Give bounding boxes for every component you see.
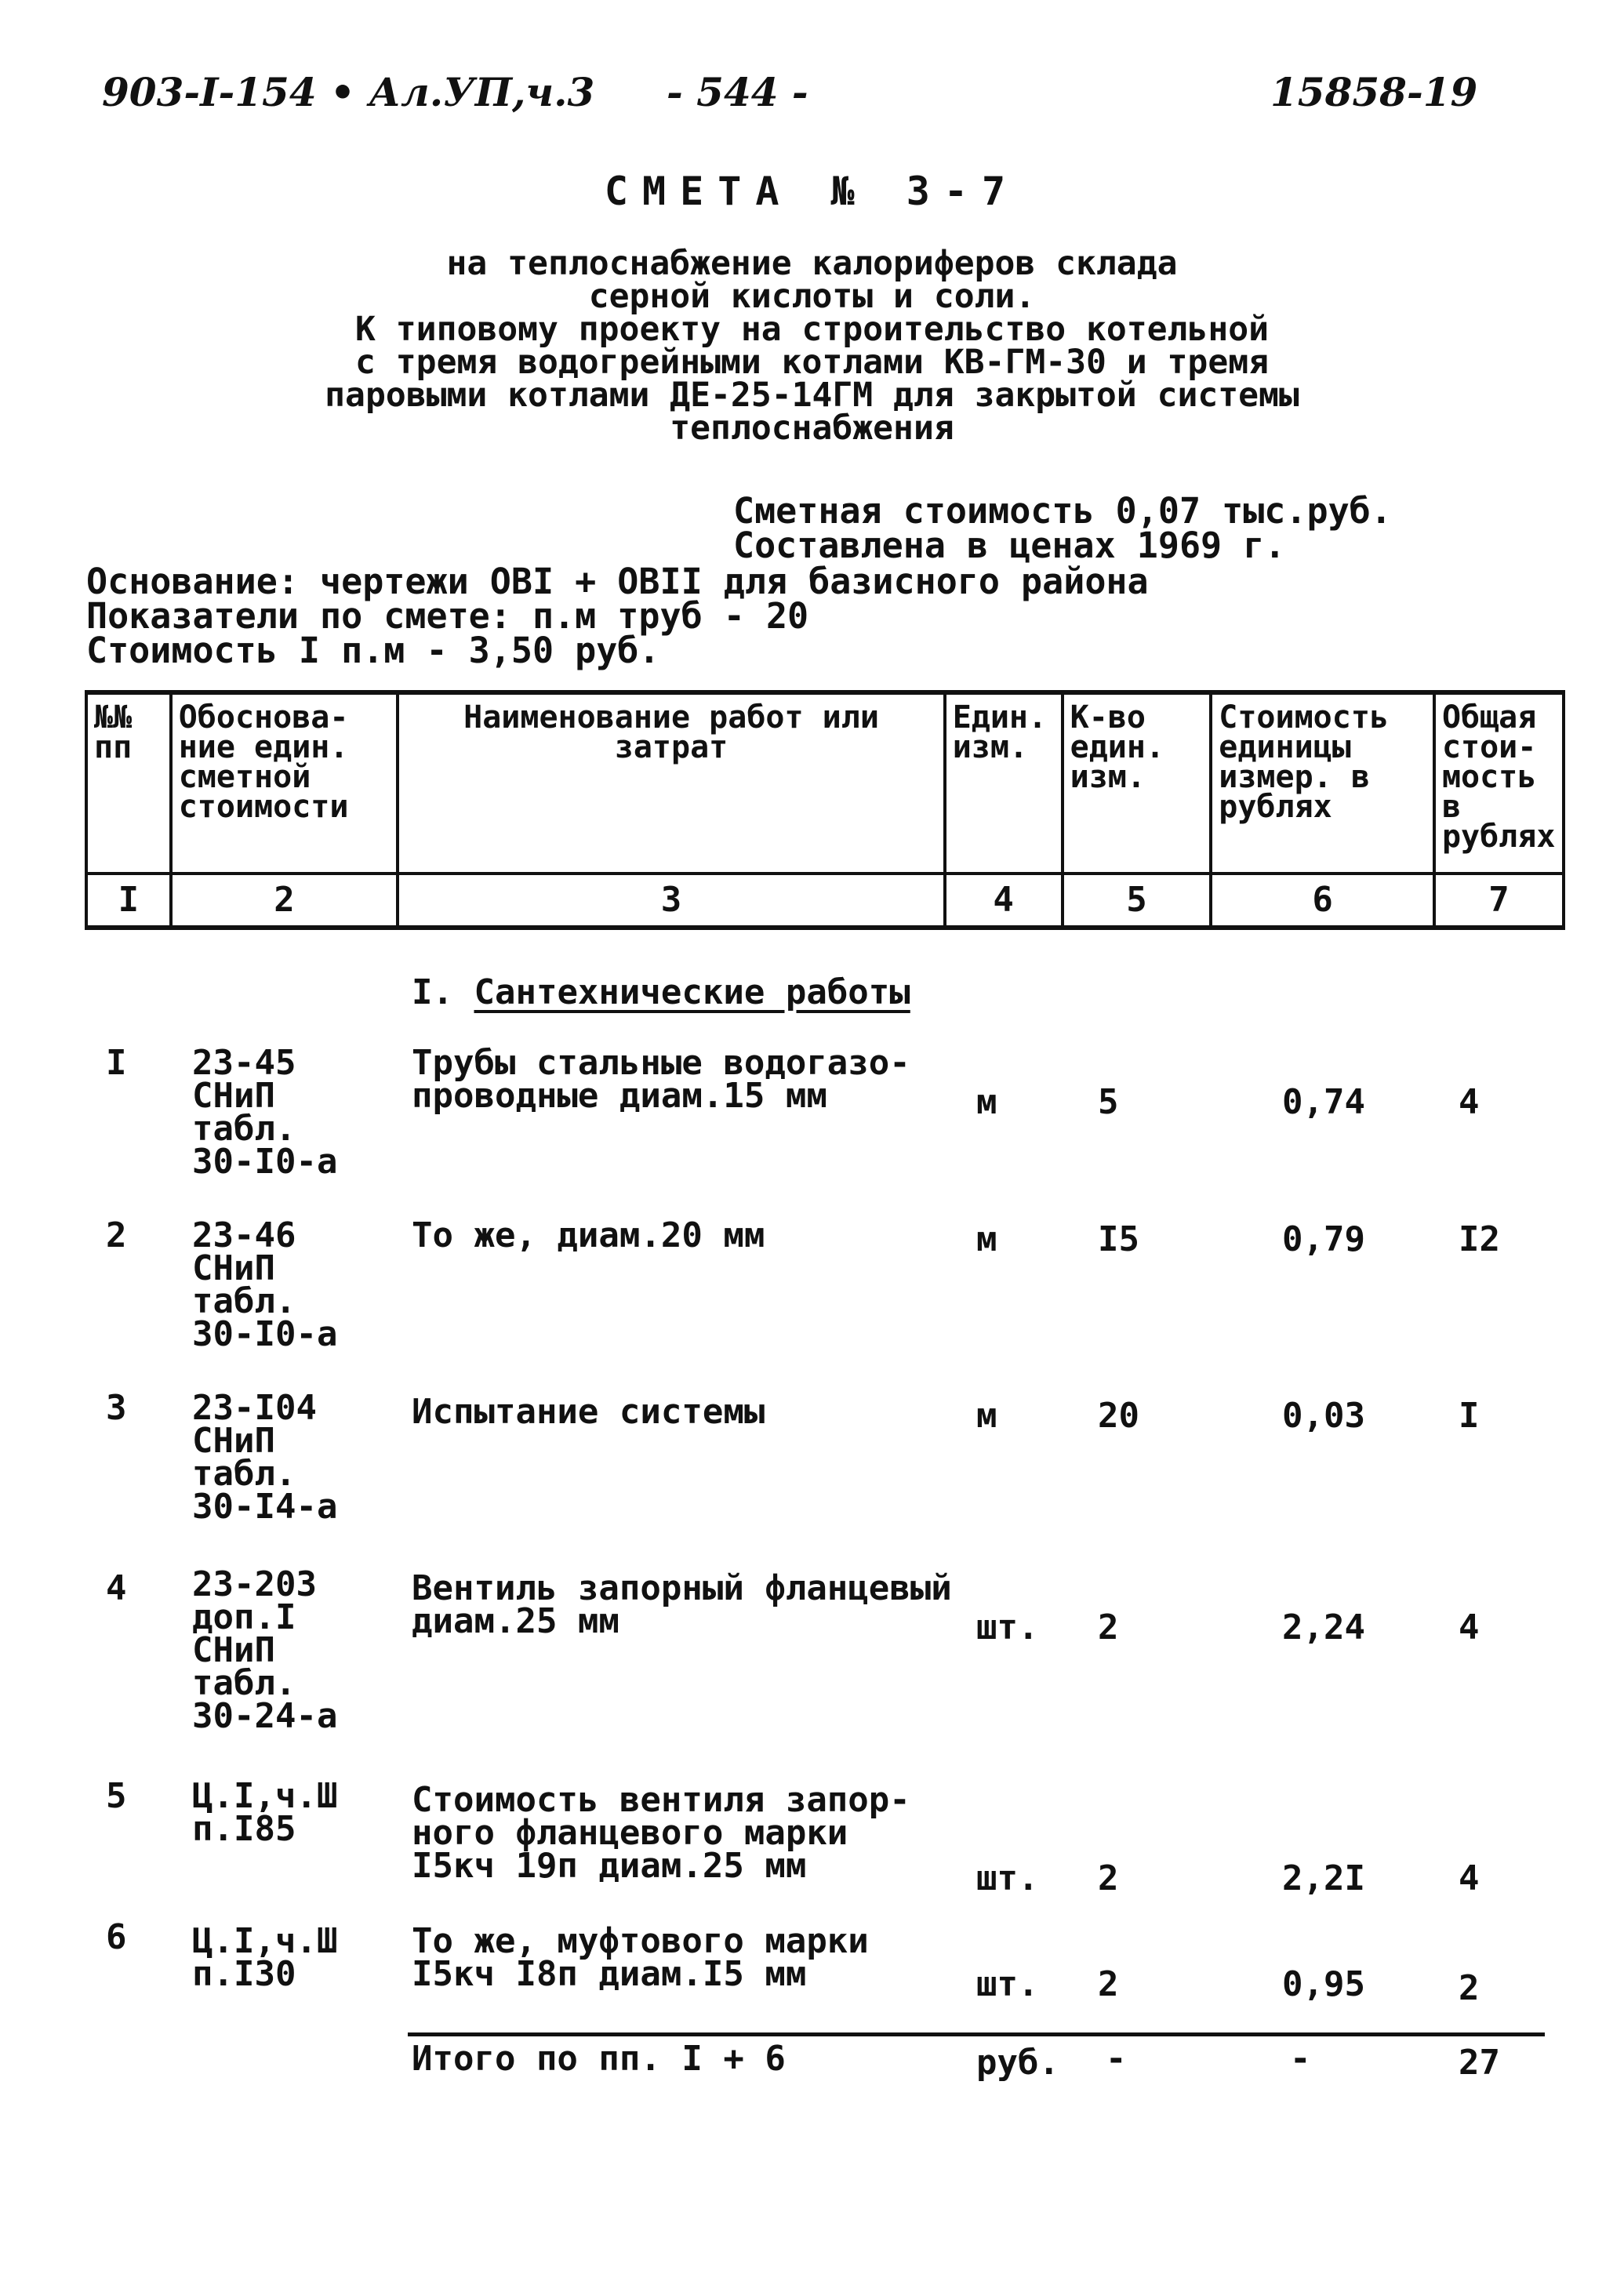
subtitle-line: К типовому проекту на строительство котельной [355, 310, 1269, 349]
unit-cost-line: Стоимость I п.м - 3,50 руб. [86, 630, 660, 671]
subtitle [0, 244, 1624, 448]
basis-line: СНиП [192, 1630, 275, 1670]
basis-summary [86, 561, 1149, 671]
subtitle-line: серной кислоты и соли. [588, 277, 1036, 316]
total-cost: 27 [1459, 2043, 1500, 2083]
basis-line: доп.I [192, 1597, 296, 1637]
col-header-number: №№ пп [86, 692, 171, 874]
cost-summary [733, 490, 1392, 566]
col-header-unit-cost: Стоимость единицы измер. в рублях [1211, 692, 1434, 874]
row-basis [192, 1388, 338, 1527]
work-name-line: Испытание системы [412, 1392, 765, 1432]
col-number-1: I [86, 874, 171, 928]
work-name-line: То же, диам.20 мм [412, 1215, 765, 1255]
basis-line: табл. [192, 1454, 296, 1494]
row-number: 5 [106, 1776, 127, 1816]
basis-line: п.I30 [192, 1954, 296, 1994]
page-number: - 544 - [667, 69, 808, 115]
row-work-name [412, 1043, 910, 1116]
row-unit-cost: 0,74 [1282, 1082, 1365, 1122]
row-quantity: 2 [1098, 1964, 1119, 2004]
col-header-basis: Обоснова- ние един. сметной стоимости [171, 692, 398, 874]
basis-line: табл. [192, 1109, 296, 1149]
total-unit-cost: - [1290, 2039, 1311, 2079]
reference-number: 15858-19 [1270, 69, 1478, 115]
page-title: СМЕТА № 3-7 [604, 169, 1020, 214]
total-label: Итого по пп. I + 6 [412, 2039, 786, 2079]
indicators-line: Показатели по смете: п.м труб - 20 [86, 595, 809, 637]
row-work-name [412, 1780, 910, 1886]
basis-line: 23-46 [192, 1215, 296, 1255]
subtitle-line: с тремя водогрейными котлами КВ-ГМ-30 и тремя [355, 343, 1269, 382]
row-unit: м [976, 1396, 997, 1436]
basis-line: СНиП [192, 1421, 275, 1461]
basis-line: 23-203 [192, 1564, 317, 1604]
row-quantity: 20 [1098, 1396, 1139, 1436]
row-number: 2 [106, 1215, 127, 1255]
col-header-name: Наименование работ или затрат [398, 692, 944, 874]
row-unit-cost: 2,24 [1282, 1607, 1365, 1647]
total-unit: руб. [976, 2043, 1059, 2083]
row-work-name [412, 1568, 952, 1641]
row-total-cost: 4 [1459, 1858, 1480, 1898]
row-unit: шт. [976, 1964, 1039, 2004]
row-unit-cost: 0,03 [1282, 1396, 1365, 1436]
basis-line: 30-24-а [192, 1696, 338, 1736]
row-unit: м [976, 1082, 997, 1122]
basis-line: СНиП [192, 1248, 275, 1288]
row-total-cost: 4 [1459, 1607, 1480, 1647]
row-total-cost: 4 [1459, 1082, 1480, 1122]
basis-line: 30-I4-а [192, 1487, 338, 1527]
row-quantity: I5 [1098, 1219, 1139, 1259]
row-basis [192, 1921, 338, 1994]
subtitle-line: паровыми котлами ДЕ-25-14ГМ для закрытой системы [325, 376, 1299, 415]
row-quantity: 2 [1098, 1858, 1119, 1898]
basis-line: Основание: чертежи ОВI + ОВII для базисного района [86, 561, 1149, 602]
work-name-line: I5кч 19п диам.25 мм [412, 1846, 807, 1886]
total-divider [408, 2032, 1545, 2036]
work-name-line: Вентиль запорный фланцевый [412, 1568, 952, 1608]
col-number-3: 3 [398, 874, 944, 928]
basis-line: 30-I0-а [192, 1314, 338, 1354]
row-work-name [412, 1392, 765, 1432]
price-year: Составлена в ценах 1969 г. [733, 525, 1286, 566]
basis-line: 23-I04 [192, 1388, 317, 1428]
row-unit-cost: 2,2I [1282, 1858, 1365, 1898]
section-title [412, 972, 910, 1012]
basis-line: 23-45 [192, 1043, 296, 1083]
estimate-table-header [85, 690, 1565, 930]
work-name-line: Стоимость вентиля запор- [412, 1780, 910, 1820]
basis-line: п.I85 [192, 1809, 296, 1849]
work-name-line: диам.25 мм [412, 1601, 619, 1641]
row-basis [192, 1564, 338, 1736]
basis-line: Ц.I,ч.Ш [192, 1921, 338, 1961]
row-total-cost: I2 [1459, 1219, 1500, 1259]
row-unit: м [976, 1219, 997, 1259]
work-name-line: I5кч I8п диам.I5 мм [412, 1954, 807, 1994]
row-total-cost: 2 [1459, 1968, 1480, 2008]
total-quantity: - [1106, 2039, 1127, 2079]
subtitle-line: на теплоснабжение калориферов склада [446, 244, 1178, 283]
basis-line: 30-I0-а [192, 1142, 338, 1182]
section-name: Сантехнические работы [474, 972, 910, 1012]
col-number-7: 7 [1434, 874, 1564, 928]
document-code: 903-I-154 • Ал.УП,ч.3 [102, 69, 595, 115]
row-number: 4 [106, 1568, 127, 1608]
row-work-name [412, 1921, 869, 1994]
row-number: 6 [106, 1917, 127, 1957]
work-name-line: Трубы стальные водогазо- [412, 1043, 910, 1083]
row-total-cost: I [1459, 1396, 1480, 1436]
work-name-line: ного фланцевого марки [412, 1813, 848, 1853]
section-number: I. [412, 972, 453, 1012]
row-unit-cost: 0,95 [1282, 1964, 1365, 2004]
estimated-cost: Сметная стоимость 0,07 тыс.руб. [733, 490, 1392, 532]
row-quantity: 5 [1098, 1082, 1119, 1122]
row-quantity: 2 [1098, 1607, 1119, 1647]
work-name-line: То же, муфтового марки [412, 1921, 869, 1961]
row-unit: шт. [976, 1607, 1039, 1647]
basis-line: табл. [192, 1663, 296, 1703]
col-header-total-cost: Общая стои- мость в рублях [1434, 692, 1564, 874]
col-number-4: 4 [945, 874, 1063, 928]
basis-line: Ц.I,ч.Ш [192, 1776, 338, 1816]
basis-line: СНиП [192, 1076, 275, 1116]
col-number-5: 5 [1063, 874, 1212, 928]
col-number-2: 2 [171, 874, 398, 928]
row-number: I [106, 1043, 127, 1083]
row-basis [192, 1043, 338, 1182]
row-unit: шт. [976, 1858, 1039, 1898]
row-basis [192, 1215, 338, 1354]
subtitle-line: теплоснабжения [670, 409, 954, 448]
col-header-quantity: К-во един. изм. [1063, 692, 1212, 874]
row-basis [192, 1776, 338, 1849]
basis-line: табл. [192, 1281, 296, 1321]
work-name-line: проводные диам.15 мм [412, 1076, 827, 1116]
row-number: 3 [106, 1388, 127, 1428]
col-header-unit: Един. изм. [945, 692, 1063, 874]
row-work-name [412, 1215, 765, 1255]
row-unit-cost: 0,79 [1282, 1219, 1365, 1259]
col-number-6: 6 [1211, 874, 1434, 928]
